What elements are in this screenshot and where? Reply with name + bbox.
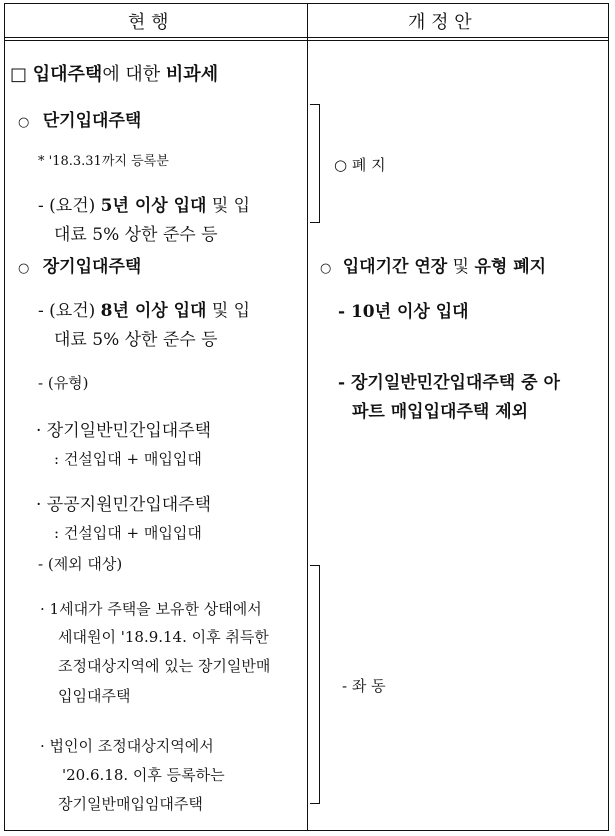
long-term-title: 장기입대주택 xyxy=(42,257,142,277)
header-current: 현 행 xyxy=(128,12,169,33)
long-term-heading xyxy=(18,252,141,277)
long-term-requirement: - (요건) 8년 이상 입대 및 입 xyxy=(38,301,251,321)
bracket-short-term xyxy=(310,104,320,223)
section-title xyxy=(10,60,218,86)
section-title-mid: 에 대한 xyxy=(102,64,166,85)
exclusion1-line2: 세대원이 '18.9.14. 이후 취득한 xyxy=(58,628,269,646)
section-title-bold1: 입대주택 xyxy=(32,64,103,85)
short-term-title: 단기입대주택 xyxy=(42,111,142,131)
exclusion2-line1: · 법인이 조정대상지역에서 xyxy=(40,737,214,755)
long-term-requirement-line2: 대료 5% 상한 준수 등 xyxy=(54,330,218,350)
exclusion1-line3: 조정대상지역에 있는 장기일반매 xyxy=(58,657,271,675)
abolish-text: ○ 폐 지 xyxy=(334,156,386,174)
long-term-change: ○ 입대기간 연장 및 유형 폐지 xyxy=(320,257,547,277)
period-extension: - 10년 이상 입대 xyxy=(338,302,469,322)
same-as-left: - 좌 동 xyxy=(342,677,386,695)
short-term-requirement: - (요건) 5년 이상 입대 및 입 xyxy=(38,196,251,216)
header-rule xyxy=(4,37,609,38)
type1-name: · 장기일반민간입대주택 xyxy=(36,421,212,441)
exclusion1-line4: 입임대주택 xyxy=(58,687,131,705)
checkbox-square-icon: □ xyxy=(10,64,28,85)
type2-detail: : 건설입대 + 매입입대 xyxy=(54,524,202,542)
short-term-heading xyxy=(18,106,141,131)
type2-name: · 공공지원민간입대주택 xyxy=(36,495,212,515)
type-label: - (유형) xyxy=(38,374,89,392)
bracket-exclusion xyxy=(310,565,320,804)
exclusion-label: - (제외 대상) xyxy=(38,555,123,573)
exclusion2-line2: '20.6.18. 이후 등록하는 xyxy=(62,766,225,784)
exclusion-change-line1: - 장기일반민간입대주택 중 아 xyxy=(338,373,560,393)
circle-bullet-icon: ○ xyxy=(18,261,30,276)
circle-bullet-icon: ○ xyxy=(320,261,332,276)
short-term-note: * '18.3.31까지 등록분 xyxy=(38,154,169,169)
short-term-requirement-line2: 대료 5% 상한 준수 등 xyxy=(54,225,218,245)
section-title-bold2: 비과세 xyxy=(165,64,219,85)
exclusion2-line3: 장기일반매입임대주택 xyxy=(58,795,203,813)
header-proposal: 개 정 안 xyxy=(408,12,472,33)
circle-bullet-icon: ○ xyxy=(18,115,30,130)
header-rule-double xyxy=(4,40,609,41)
type1-detail: : 건설입대 + 매입입대 xyxy=(54,450,202,468)
column-divider xyxy=(307,3,308,831)
exclusion1-line1: · 1세대가 주택을 보유한 상태에서 xyxy=(40,600,262,618)
exclusion-change-line2: 파트 매입입대주택 제외 xyxy=(352,402,529,422)
